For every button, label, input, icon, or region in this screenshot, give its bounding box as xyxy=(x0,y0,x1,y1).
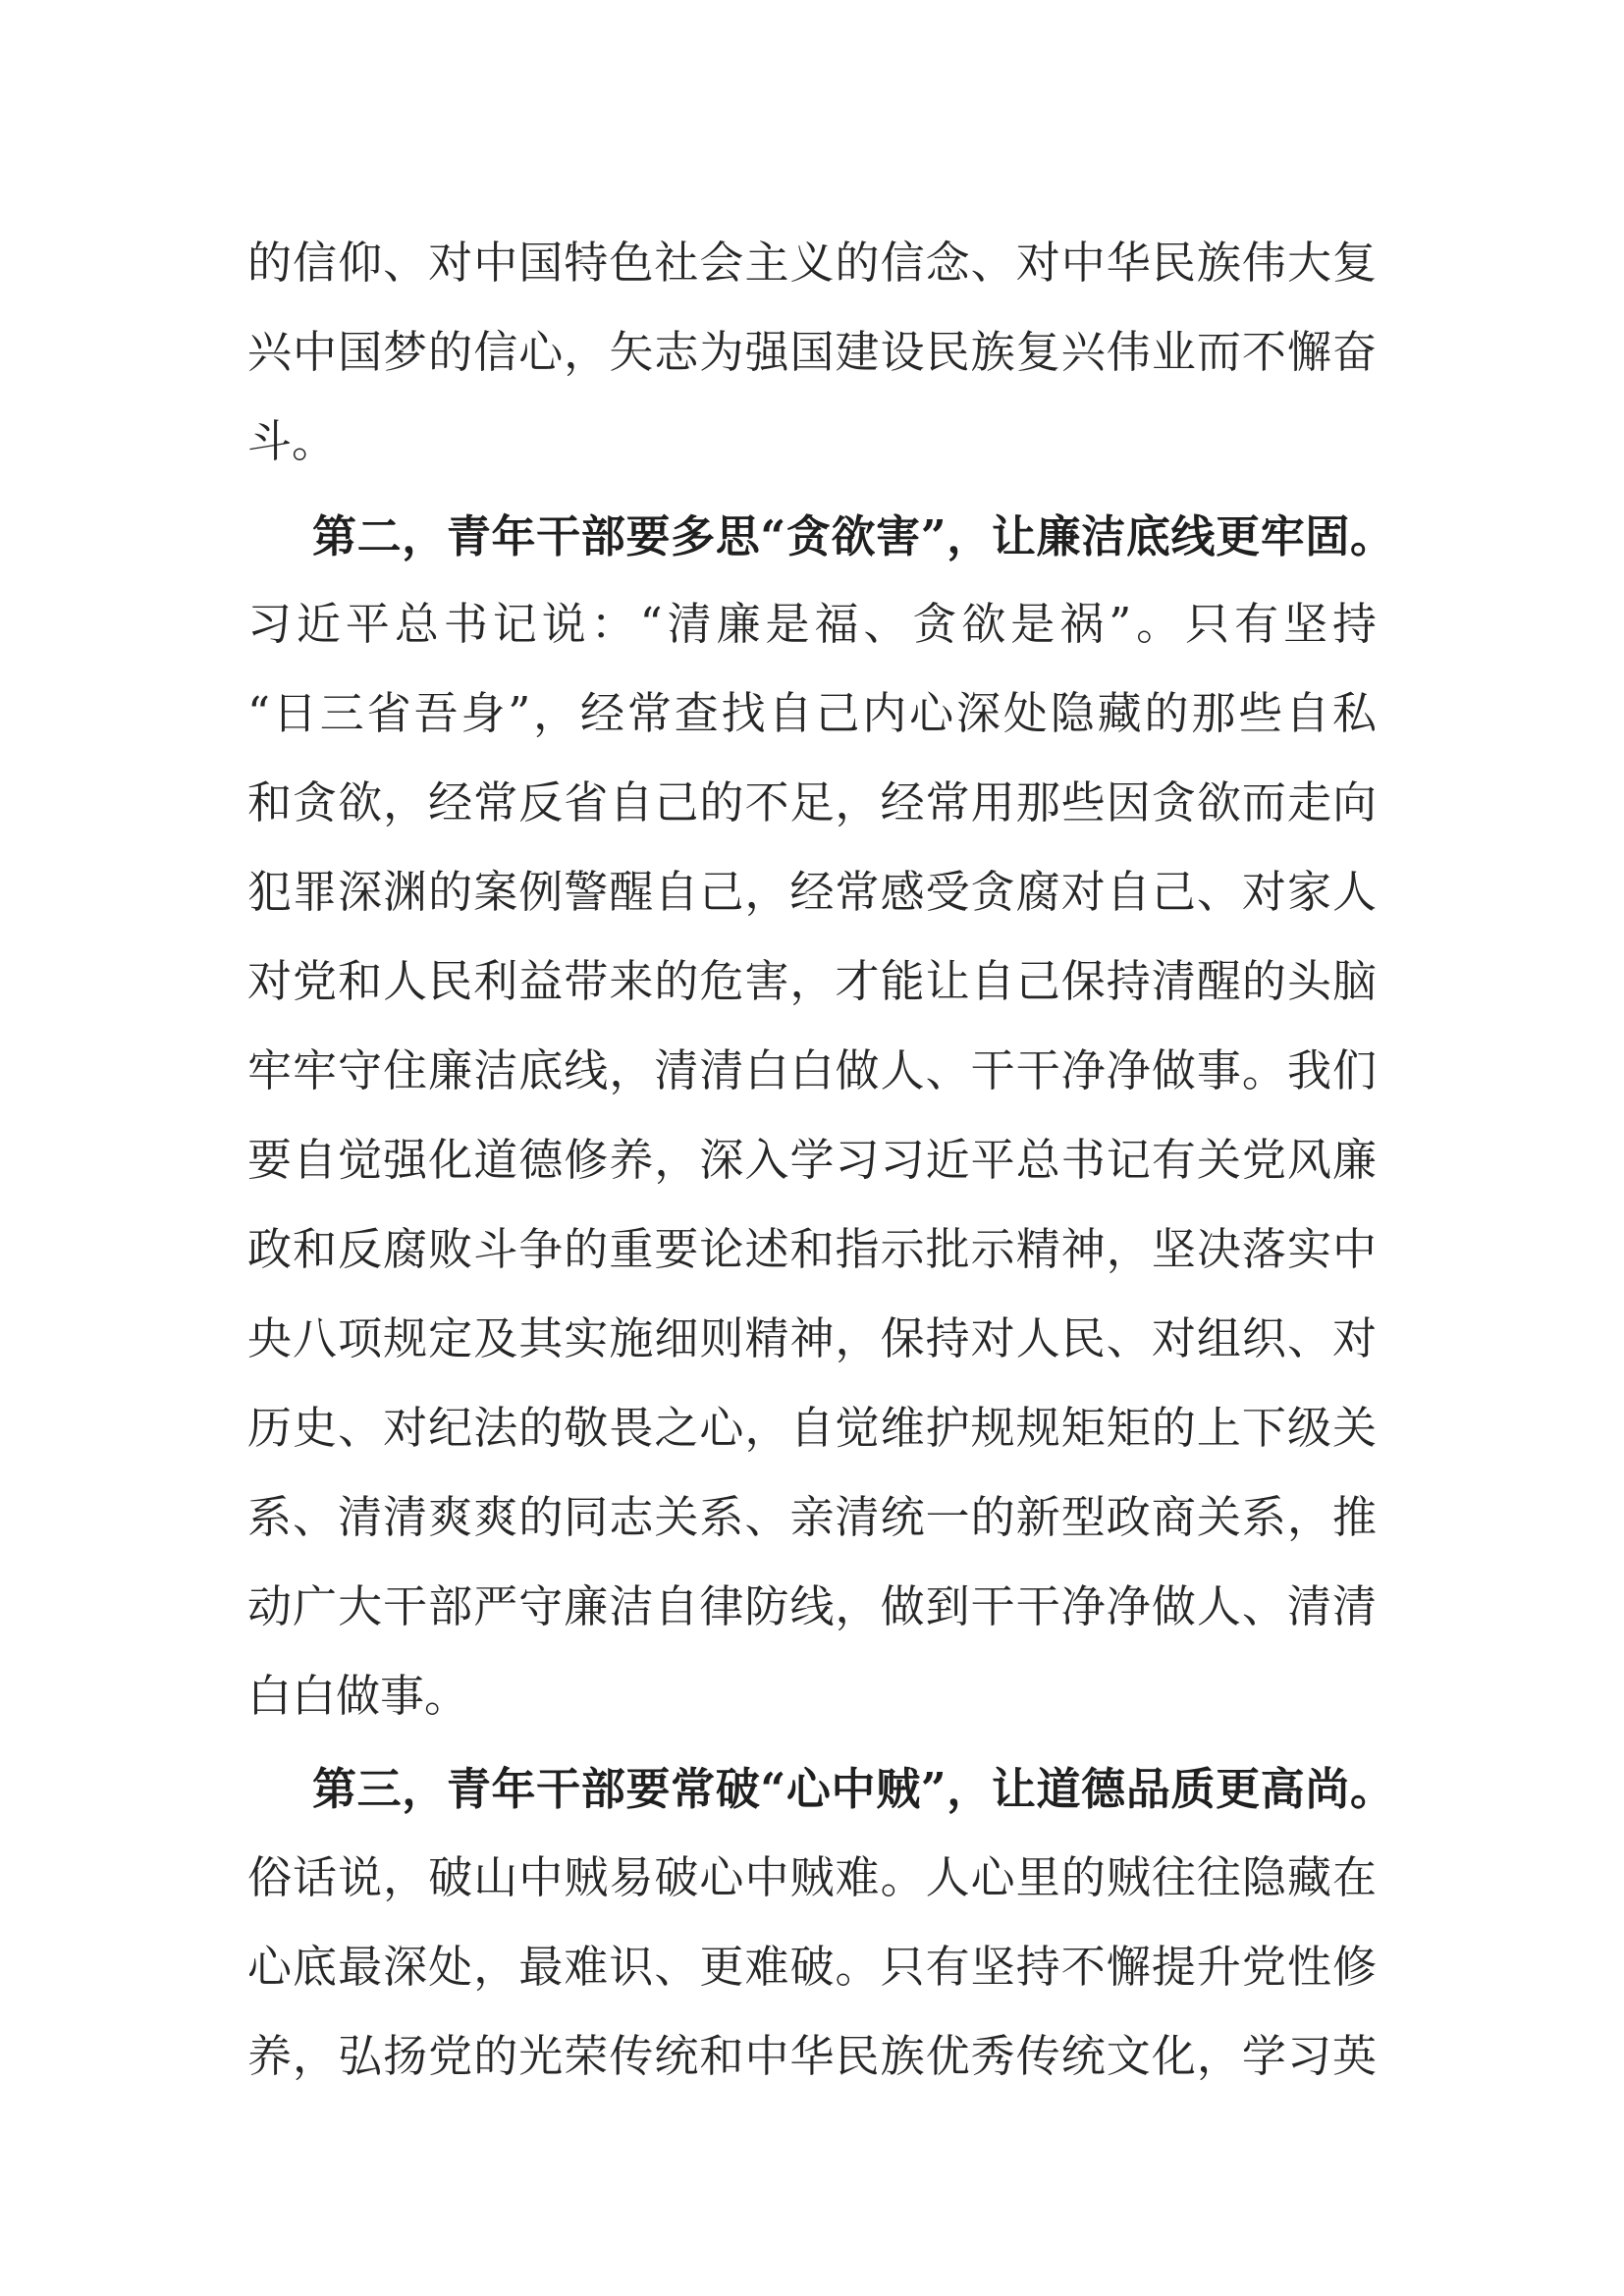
text-line: 牢牢守住廉洁底线，清清白白做人、干干净净做事。我们 xyxy=(247,1044,1377,1096)
text-line: 央八项规定及其实施细则精神，保持对人民、对组织、对 xyxy=(247,1312,1377,1364)
section-heading-2: 第二，青年干部要多思“贪欲害”，让廉洁底线更牢固。 xyxy=(312,510,1394,562)
text-line: 犯罪深渊的案例警醒自己，经常感受贪腐对自己、对家人 xyxy=(247,866,1377,918)
text-line: 动广大干部严守廉洁自律防线，做到干干净净做人、清清 xyxy=(247,1580,1377,1632)
text-line: 政和反腐败斗争的重要论述和指示批示精神，坚决落实中 xyxy=(247,1223,1377,1275)
text-line: 兴中国梦的信心，矢志为强国建设民族复兴伟业而不懈奋 xyxy=(247,326,1377,378)
text-line: 习近平总书记说：“清廉是福、贪欲是祸”。只有坚持 xyxy=(247,598,1377,650)
text-line: 斗。 xyxy=(247,415,337,467)
section-heading-3: 第三，青年干部要常破“心中贼”，让道德品质更高尚。 xyxy=(312,1763,1394,1815)
text-line: 系、清清爽爽的同志关系、亲清统一的新型政商关系，推 xyxy=(247,1491,1377,1543)
text-line: 养，弘扬党的光荣传统和中华民族优秀传统文化，学习英 xyxy=(247,2030,1377,2082)
text-line: 对党和人民利益带来的危害，才能让自己保持清醒的头脑 xyxy=(247,955,1377,1007)
text-line: 的信仰、对中国特色社会主义的信念、对中华民族伟大复 xyxy=(247,237,1377,289)
text-line: 和贪欲，经常反省自己的不足，经常用那些因贪欲而走向 xyxy=(247,776,1377,828)
text-line: 心底最深处，最难识、更难破。只有坚持不懈提升党性修 xyxy=(247,1941,1377,1993)
text-line: 白白做事。 xyxy=(247,1670,469,1722)
text-line: “日三省吾身”，经常查找自己内心深处隐藏的那些自私 xyxy=(247,687,1377,739)
text-line: 俗话说，破山中贼易破心中贼难。人心里的贼往往隐藏在 xyxy=(247,1851,1377,1903)
text-line: 要自觉强化道德修养，深入学习习近平总书记有关党风廉 xyxy=(247,1134,1377,1186)
text-line: 历史、对纪法的敬畏之心，自觉维护规规矩矩的上下级关 xyxy=(247,1402,1377,1454)
